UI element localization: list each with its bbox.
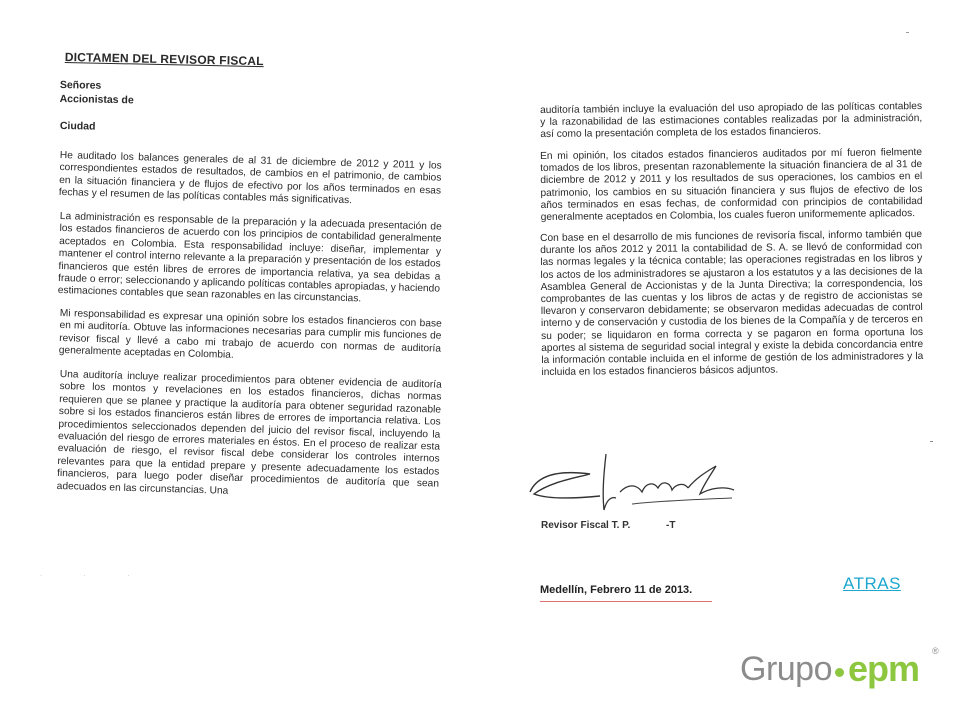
letter-right-column <box>540 100 924 388</box>
document-title: DICTAMEN DEL REVISOR FISCAL <box>64 50 264 69</box>
scan-specks: · · · <box>40 573 150 579</box>
signature-label: Revisor Fiscal T. P. <box>541 520 631 531</box>
logo-word-epm: epm <box>848 648 920 689</box>
paragraph-opinion: En mi opinión, los citados estados financieros auditados por mí fueron fielmente tomados de los libros, presentan razonablemente la situación financiera de al 31 de diciembre de 2012 y 2011 y los resultados de sus operaciones, los cambios en el patrimonio, los cambios en su situación financiera y sus flujos de efectivo de los años terminados en esas fechas, de conformidad con principios de contabilidad generalmente aceptados en Colombia, los cuales fueron uniformemente aplicados. <box>540 146 923 223</box>
paragraph-audit-continued: auditoría también incluye la evaluación del uso apropiado de las políticas contables y la razonabilidad de las estimaciones contables realizadas por la administración, así como la presentación completa de los estados financieros. <box>540 100 923 141</box>
back-link[interactable]: ATRAS <box>843 574 901 593</box>
salutation-line-2: Accionistas de <box>59 92 134 107</box>
paragraph-auditor-responsibility: Mi responsabilidad es expresar una opinión sobre los estados financieros con base en mi auditoría. Obtuve las informaciones necesarias para cumplir mis funciones de revisor fiscal y llevé a cabo mi trabajo de acuerdo con normas de auditoría generalmente aceptadas en Colombia. <box>58 308 442 362</box>
letter-left-column <box>56 50 442 504</box>
logo-word-grupo: Grupo <box>740 649 832 688</box>
scan-mark <box>930 441 933 442</box>
paragraph-compliance: Con base en el desarrollo de mis funciones de revisoría fiscal, informo también que durante los años 2012 y 2011 la contabilidad de S. A. se llevó de conformidad con las normas legales y la técnica contable; las operaciones registradas en los libros y los actos de los administradores se ajustaron a los estatutos y a las decisiones de la Asamblea General de Accionistas y de la Junta Directiva; la correspondencia, los comprobantes de las cuentas y los libros de actas y de registro de accionistas se llevaron y conservaron debidamente; se observaron medidas adecuadas de control interno y de conservación y custodia de los bienes de la Compañía y de terceros en su poder; se liquidaron en forma correcta y se pagaron en forma oportuna los aportes al sistema de seguridad social integral y existe la debida concordancia entre la información contable incluida en el informe de gestión de los administradores y la incluida en los estados financieros básicos adjuntos. <box>540 228 924 379</box>
paragraph-audit-procedures: Una auditoría incluye realizar procedimientos para obtener evidencia de auditoría sobre los montos y revelaciones en los estados financieros, dichas normas requieren que se planee y practique la auditoría para obtener seguridad razonable sobre si los estados financieros están libres de errores de importancia relativa. Los procedimientos seleccionados dependen del juicio del revisor fiscal, incluyendo la evaluación del riesgo de errores materiales en éstos. En el proceso de realizar esta evaluación de riesgo, el revisor fiscal debe considerar los controles internos relevantes para que la entidad prepare y presente adecuadamente los estados financieros, para luego poder diseñar procedimientos de auditoría que sean adecuados en las circunstancias. Una <box>56 369 442 497</box>
paragraph-management-responsibility: La administración es responsable de la preparación y la adecuada presentación de los estados financieros de acuerdo con los principios de contabilidad generalmente aceptados en Colombia. Esta responsabilidad incluye: diseñar, implementar y mantener el control interno relevante a la preparación y presentación de los estados financieros que estén libres de errores de importancia relativa, ya sea debidas a fraude o error; seleccionando y aplicando políticas contables apropiadas, y haciendo estimaciones contables que sean razonables en las circunstancias. <box>57 210 442 305</box>
paragraph-audit-scope: He auditado los balances generales de al 31 de diciembre de 2012 y 2011 y los correspondientes estados de resultados, de cambios en el patrimonio, de cambios en la situación financiera y de flujos de efectivo por los años terminados en esas fechas y el resumen de las políticas contables más significativas. <box>58 150 442 207</box>
logo-dot-icon <box>835 668 844 677</box>
salutation <box>60 78 442 113</box>
grupo-epm-logo <box>740 646 939 690</box>
salutation-line-1: Señores <box>59 78 102 92</box>
scan-mark <box>906 32 909 33</box>
signature-suffix: -T <box>666 520 676 531</box>
date-underline <box>540 601 712 602</box>
document-date: Medellín, Febrero 11 de 2013. <box>540 584 693 596</box>
registered-mark: ® <box>932 646 939 656</box>
handwritten-signature <box>520 452 750 522</box>
city-line: Ciudad <box>59 120 96 133</box>
